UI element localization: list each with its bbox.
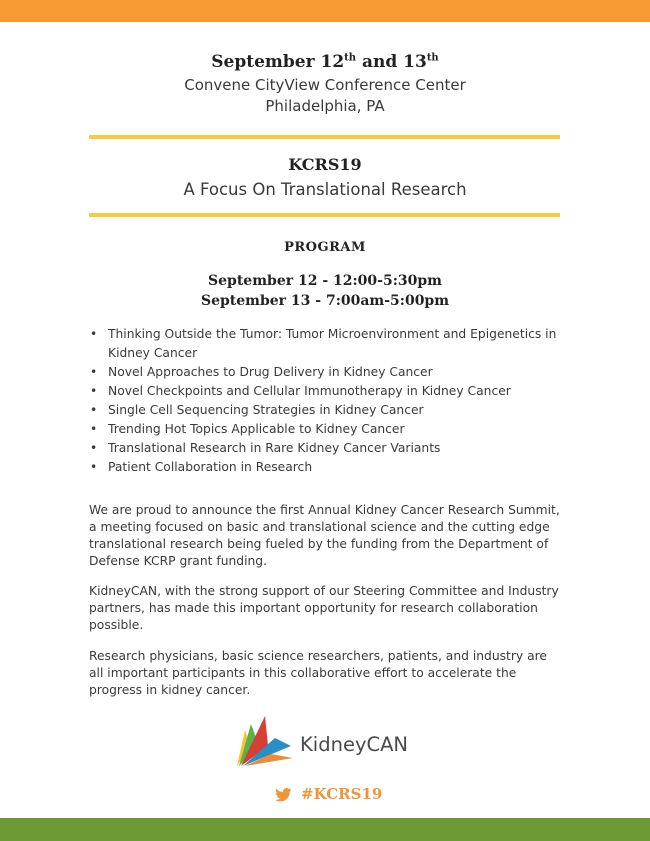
venue-name: Convene CityView Conference Center [184,76,466,94]
program-heading: PROGRAM [284,240,366,255]
topic-text: Novel Checkpoints and Cellular Immunotherapy in Kidney Cancer [108,384,511,398]
bullet: • [90,327,98,341]
venue-location: Philadelphia, PA [265,97,385,115]
list-item [89,401,564,420]
event-code: KCRS19 [288,155,362,174]
list-item [89,363,564,382]
bottom-color-bar [0,818,650,841]
topic-text: Thinking Outside the Tumor: Tumor Microenvironment and Epigenetics in Kidney Cancer [108,327,557,360]
divider-rule [89,135,560,139]
date-start: September 12 [211,52,345,72]
list-item [89,458,564,477]
bullet: • [90,403,98,417]
bullet: • [90,460,98,474]
topic-text: Translational Research in Rare Kidney Cancer Variants [108,441,441,455]
logo-wordmark: KidneyCAN [300,733,409,756]
bullet: • [90,365,98,379]
top-color-bar [0,0,650,22]
schedule-line: September 13 - 7:00am-5:00pm [200,293,450,309]
bullet: • [90,422,98,436]
bullet: • [90,384,98,398]
schedule-line: September 12 - 12:00-5:30pm [208,273,442,289]
event-subtitle: A Focus On Translational Research [183,180,467,199]
list-item [89,382,564,401]
date-suffix: th [426,52,439,64]
topic-list [89,325,564,477]
topic-text: Novel Approaches to Drug Delivery in Kidney Cancer [108,365,433,379]
kidneycan-logo-icon [235,716,295,768]
participants-paragraph: Research physicians, basic science researchers, patients, and industry are all important participants in this collaborative effort to accelerate the progress in kidney cancer. [89,649,547,697]
date-end: and 13 [356,52,427,72]
topic-text: Trending Hot Topics Applicable to Kidney Cancer [108,422,405,436]
event-hashtag[interactable]: #KCRS19 [301,785,383,803]
list-item [89,420,564,439]
event-dates [0,52,650,72]
list-item [89,325,564,363]
twitter-bird-shape [275,788,292,801]
bullet: • [90,441,98,455]
twitter-bird-icon[interactable] [275,788,292,802]
support-paragraph: KidneyCAN, with the strong support of our Steering Committee and Industry partners, has made this important opportunity for research collaboration possible. [89,584,559,632]
date-suffix: th [344,52,357,64]
intro-paragraph: We are proud to announce the first Annual Kidney Cancer Research Summit, a meeting focused on basic and translational science and the cutting edge translational research being fueled by the funding from the Department of Defense KCRP grant funding. [89,503,560,568]
list-item [89,439,564,458]
topic-text: Patient Collaboration in Research [108,460,313,474]
topic-text: Single Cell Sequencing Strategies in Kidney Cancer [108,403,424,417]
divider-rule [89,213,560,217]
